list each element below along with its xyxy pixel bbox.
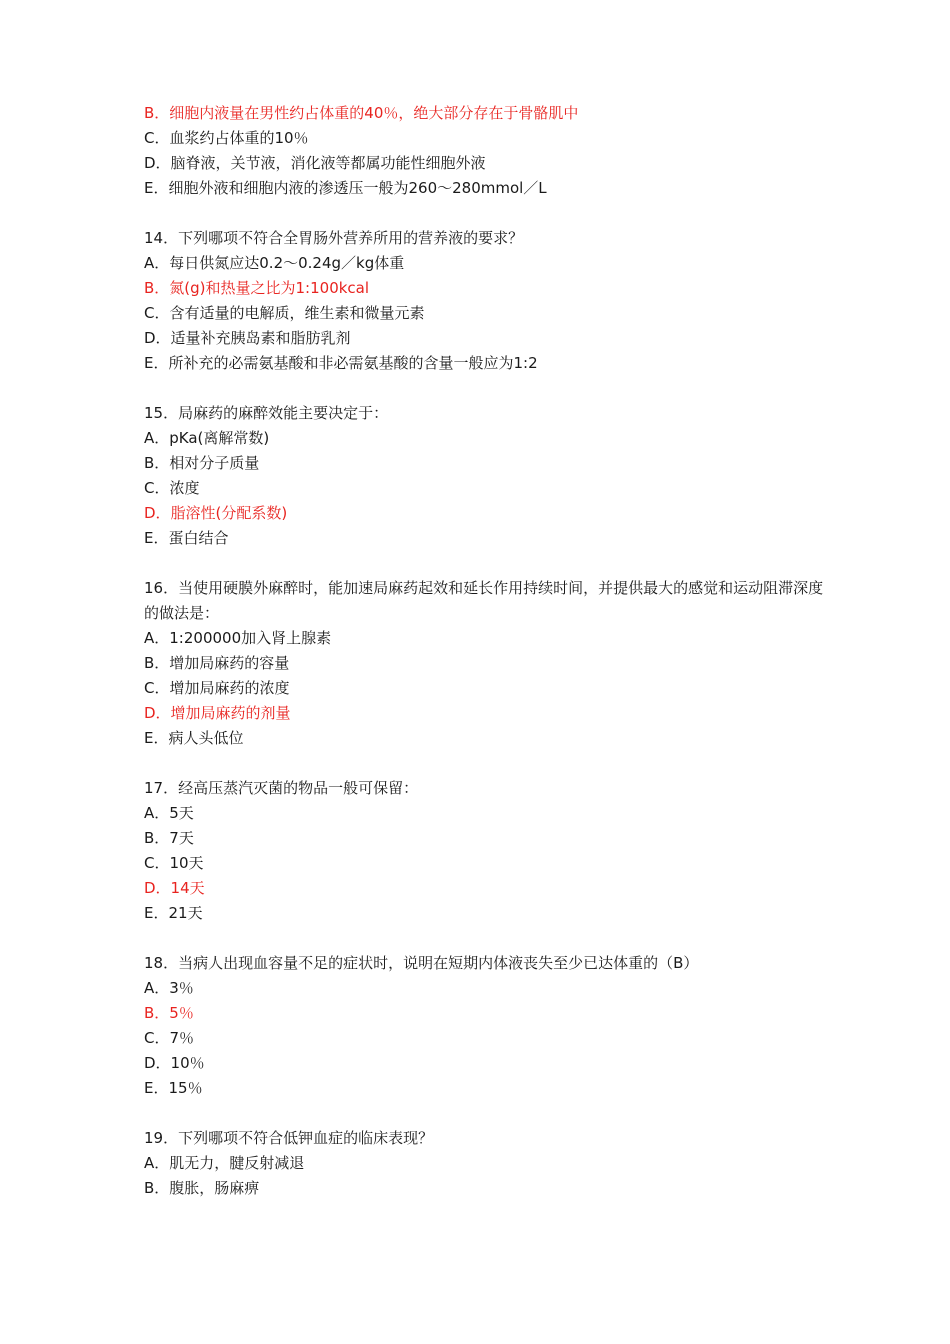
document-page [144,101,824,1201]
option-d: D．10％ [144,1054,205,1072]
option-a: A．1:200000加入肾上腺素 [144,629,332,647]
option-a: A．肌无力，腱反射减退 [144,1154,305,1172]
question-19 [144,1126,824,1201]
spacer [144,751,824,776]
option-13-b: B．细胞内液量在男性约占体重的40％，绝大部分存在于骨骼肌中 [144,104,579,122]
question-14 [144,226,824,376]
option-b: B．7天 [144,829,194,847]
option-d: D．增加局麻药的剂量 [144,704,291,722]
option-d: D．14天 [144,879,205,897]
question-stem: 14．下列哪项不符合全胃肠外营养所用的营养液的要求？ [144,229,524,247]
option-c: C．7％ [144,1029,195,1047]
option-a: A．5天 [144,804,194,822]
option-a: A．每日供氮应达0.2～0.24g／kg体重 [144,254,405,272]
option-e: E．15％ [144,1079,203,1097]
question-stem: 15．局麻药的麻醉效能主要决定于： [144,404,389,422]
option-e: E．所补充的必需氨基酸和非必需氨基酸的含量一般应为1:2 [144,354,538,372]
option-13-e: E．细胞外液和细胞内液的渗透压一般为260～280mmol／L [144,179,547,197]
option-a: A．3％ [144,979,194,997]
question-stem: 18．当病人出现血容量不足的症状时，说明在短期内体液丧失至少已达体重的（B） [144,954,699,972]
option-c: C．含有适量的电解质，维生素和微量元素 [144,304,425,322]
spacer [144,1101,824,1126]
option-d: D．适量补充胰岛素和脂肪乳剂 [144,329,351,347]
option-e: E．病人头低位 [144,729,244,747]
option-d: D．脂溶性(分配系数) [144,504,288,522]
option-a: A．pKa(离解常数) [144,429,270,447]
option-c: C．增加局麻药的浓度 [144,679,290,697]
spacer [144,376,824,401]
option-13-d: D．脑脊液，关节液，消化液等都属功能性细胞外液 [144,154,486,172]
option-b: B．增加局麻药的容量 [144,654,290,672]
option-b: B．相对分子质量 [144,454,260,472]
option-13-c: C．血浆约占体重的10％ [144,129,309,147]
option-c: C．10天 [144,854,204,872]
option-c: C．浓度 [144,479,200,497]
question-18 [144,951,824,1101]
spacer [144,201,824,226]
spacer [144,926,824,951]
question-16 [144,576,824,751]
option-b: B．5％ [144,1004,194,1022]
question-13-continued [144,101,824,201]
question-15 [144,401,824,551]
question-stem: 17．经高压蒸汽灭菌的物品一般可保留： [144,779,419,797]
question-17 [144,776,824,926]
spacer [144,551,824,576]
option-e: E．21天 [144,904,203,922]
option-b: B．腹胀，肠麻痹 [144,1179,260,1197]
option-b: B．氮(g)和热量之比为1:100kcal [144,279,370,297]
question-stem: 19．下列哪项不符合低钾血症的临床表现？ [144,1129,434,1147]
question-stem: 16．当使用硬膜外麻醉时，能加速局麻药起效和延长作用持续时间，并提供最大的感觉和运动阻滞深度的做法是： [144,579,824,622]
option-e: E．蛋白结合 [144,529,229,547]
